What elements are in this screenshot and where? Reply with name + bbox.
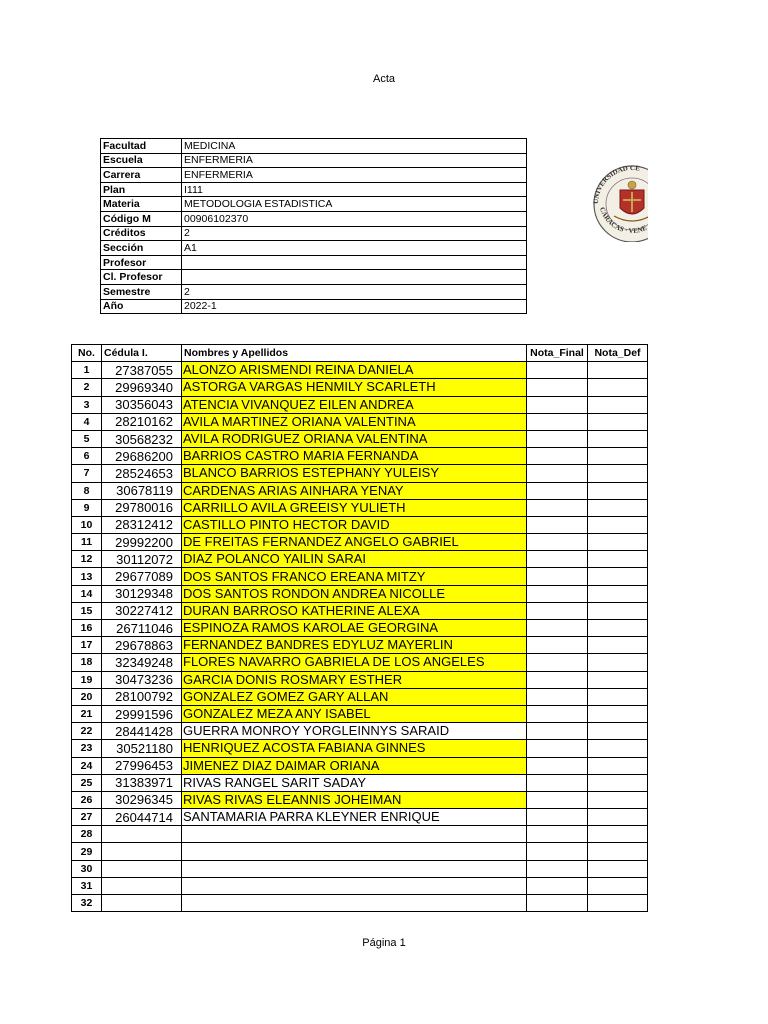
student-name-cell: [182, 877, 527, 894]
row-number: 4: [72, 413, 102, 430]
seal-icon: [588, 162, 648, 242]
info-value: ENFERMERIA: [182, 153, 527, 168]
row-number: 15: [72, 602, 102, 619]
table-row: [72, 637, 648, 654]
student-name-cell: CARRILLO AVILA GREEISY YULIETH: [182, 499, 527, 516]
cedula-cell: [102, 895, 182, 912]
row-number: 27: [72, 809, 102, 826]
row-number: 7: [72, 465, 102, 482]
column-header-nota-def: Nota_Def: [588, 345, 648, 362]
row-number: 1: [72, 362, 102, 379]
row-number: 10: [72, 516, 102, 533]
cedula-cell: 29780016: [102, 499, 182, 516]
nota-def-cell: [588, 482, 648, 499]
nota-final-cell: [527, 499, 588, 516]
table-row: [72, 654, 648, 671]
row-number: 28: [72, 826, 102, 843]
info-label: Materia: [101, 197, 182, 212]
nota-final-cell: [527, 362, 588, 379]
table-row: [72, 895, 648, 912]
course-info-table: [100, 138, 527, 314]
cedula-cell: 29969340: [102, 379, 182, 396]
cedula-cell: 30678119: [102, 482, 182, 499]
table-row: [72, 671, 648, 688]
cedula-cell: 30356043: [102, 396, 182, 413]
column-header-no: No.: [72, 345, 102, 362]
row-number: 25: [72, 774, 102, 791]
nota-def-cell: [588, 516, 648, 533]
nota-final-cell: [527, 688, 588, 705]
cedula-cell: [102, 843, 182, 860]
student-name-cell: ASTORGA VARGAS HENMILY SCARLETH: [182, 379, 527, 396]
student-name-cell: [182, 860, 527, 877]
cedula-cell: 32349248: [102, 654, 182, 671]
student-name-cell: ESPINOZA RAMOS KAROLAE GEORGINA: [182, 620, 527, 637]
info-label: Facultad: [101, 139, 182, 154]
student-name-cell: RIVAS RIVAS ELEANNIS JOHEIMAN: [182, 791, 527, 808]
info-value: 2: [182, 226, 527, 241]
cedula-cell: 28524653: [102, 465, 182, 482]
row-number: 26: [72, 791, 102, 808]
row-number: 6: [72, 448, 102, 465]
student-name-cell: DIAZ POLANCO YAILIN SARAI: [182, 551, 527, 568]
nota-final-cell: [527, 877, 588, 894]
info-row: [101, 168, 527, 183]
nota-def-cell: [588, 413, 648, 430]
table-row: [72, 757, 648, 774]
nota-def-cell: [588, 534, 648, 551]
table-row: [72, 791, 648, 808]
row-number: 5: [72, 430, 102, 447]
column-header-nota-final: Nota_Final: [527, 345, 588, 362]
row-number: 23: [72, 740, 102, 757]
student-name-cell: JIMENEZ DIAZ DAIMAR ORIANA: [182, 757, 527, 774]
nota-def-cell: [588, 637, 648, 654]
nota-final-cell: [527, 757, 588, 774]
nota-final-cell: [527, 551, 588, 568]
row-number: 18: [72, 654, 102, 671]
nota-def-cell: [588, 860, 648, 877]
info-label: Semestre: [101, 284, 182, 299]
cedula-cell: 28210162: [102, 413, 182, 430]
nota-final-cell: [527, 809, 588, 826]
nota-def-cell: [588, 568, 648, 585]
student-name-cell: GONZALEZ GOMEZ GARY ALLAN: [182, 688, 527, 705]
info-label: Créditos: [101, 226, 182, 241]
nota-def-cell: [588, 843, 648, 860]
nota-def-cell: [588, 791, 648, 808]
nota-final-cell: [527, 602, 588, 619]
cedula-cell: 27996453: [102, 757, 182, 774]
nota-final-cell: [527, 723, 588, 740]
info-label: Cl. Profesor: [101, 270, 182, 285]
nota-def-cell: [588, 671, 648, 688]
row-number: 12: [72, 551, 102, 568]
info-label: Carrera: [101, 168, 182, 183]
student-name-cell: ATENCIA VIVANQUEZ EILEN ANDREA: [182, 396, 527, 413]
cedula-cell: [102, 860, 182, 877]
column-header-name: Nombres y Apellidos: [182, 345, 527, 362]
table-row: [72, 740, 648, 757]
info-value: 2: [182, 284, 527, 299]
university-seal: [588, 162, 648, 242]
nota-final-cell: [527, 568, 588, 585]
info-row: [101, 211, 527, 226]
table-row: [72, 448, 648, 465]
cedula-cell: 26711046: [102, 620, 182, 637]
table-row: [72, 568, 648, 585]
info-value: 2022-1: [182, 299, 527, 314]
info-value: METODOLOGIA ESTADISTICA: [182, 197, 527, 212]
row-number: 24: [72, 757, 102, 774]
table-row: [72, 860, 648, 877]
student-name-cell: [182, 826, 527, 843]
table-row: [72, 585, 648, 602]
table-row: [72, 826, 648, 843]
info-label: Sección: [101, 241, 182, 256]
cedula-cell: 28441428: [102, 723, 182, 740]
nota-final-cell: [527, 413, 588, 430]
page-title: Acta: [372, 73, 395, 85]
nota-def-cell: [588, 774, 648, 791]
row-number: 20: [72, 688, 102, 705]
table-row: [72, 877, 648, 894]
nota-def-cell: [588, 499, 648, 516]
nota-final-cell: [527, 620, 588, 637]
student-name-cell: HENRIQUEZ ACOSTA FABIANA GINNES: [182, 740, 527, 757]
row-number: 19: [72, 671, 102, 688]
table-row: [72, 602, 648, 619]
nota-def-cell: [588, 602, 648, 619]
row-number: 30: [72, 860, 102, 877]
cedula-cell: 31383971: [102, 774, 182, 791]
student-name-cell: AVILA RODRIGUEZ ORIANA VALENTINA: [182, 430, 527, 447]
student-name-cell: BARRIOS CASTRO MARIA FERNANDA: [182, 448, 527, 465]
nota-def-cell: [588, 620, 648, 637]
row-number: 3: [72, 396, 102, 413]
info-row: [101, 299, 527, 314]
student-name-cell: FERNANDEZ BANDRES EDYLUZ MAYERLIN: [182, 637, 527, 654]
cedula-cell: 27387055: [102, 362, 182, 379]
student-name-cell: [182, 843, 527, 860]
nota-def-cell: [588, 448, 648, 465]
info-row: [101, 139, 527, 154]
table-row: [72, 396, 648, 413]
nota-def-cell: [588, 396, 648, 413]
table-row: [72, 534, 648, 551]
nota-def-cell: [588, 809, 648, 826]
nota-final-cell: [527, 671, 588, 688]
cedula-cell: 30473236: [102, 671, 182, 688]
info-label: Código M: [101, 211, 182, 226]
nota-def-cell: [588, 723, 648, 740]
nota-def-cell: [588, 826, 648, 843]
table-row: [72, 413, 648, 430]
table-row: [72, 379, 648, 396]
row-number: 29: [72, 843, 102, 860]
info-row: [101, 241, 527, 256]
info-value: 00906102370: [182, 211, 527, 226]
row-number: 9: [72, 499, 102, 516]
nota-final-cell: [527, 465, 588, 482]
row-number: 16: [72, 620, 102, 637]
cedula-cell: 28100792: [102, 688, 182, 705]
cedula-cell: 29677089: [102, 568, 182, 585]
nota-def-cell: [588, 688, 648, 705]
table-row: [72, 516, 648, 533]
row-number: 32: [72, 895, 102, 912]
nota-def-cell: [588, 430, 648, 447]
info-label: Profesor: [101, 255, 182, 270]
nota-def-cell: [588, 465, 648, 482]
table-row: [72, 774, 648, 791]
info-label: Escuela: [101, 153, 182, 168]
nota-final-cell: [527, 396, 588, 413]
nota-final-cell: [527, 843, 588, 860]
info-row: [101, 255, 527, 270]
seal-text-bottom: CARACAS · VENE: [597, 206, 648, 235]
nota-def-cell: [588, 551, 648, 568]
student-name-cell: AVILA MARTINEZ ORIANA VALENTINA: [182, 413, 527, 430]
student-name-cell: BLANCO BARRIOS ESTEPHANY YULEISY: [182, 465, 527, 482]
student-name-cell: DOS SANTOS FRANCO EREANA MITZY: [182, 568, 527, 585]
row-number: 22: [72, 723, 102, 740]
student-name-cell: CASTILLO PINTO HECTOR DAVID: [182, 516, 527, 533]
roster-header-row: [72, 345, 648, 362]
info-value: [182, 255, 527, 270]
row-number: 2: [72, 379, 102, 396]
page-number: Página 1: [362, 937, 406, 949]
table-row: [72, 362, 648, 379]
nota-final-cell: [527, 705, 588, 722]
student-name-cell: ALONZO ARISMENDI REINA DANIELA: [182, 362, 527, 379]
info-row: [101, 153, 527, 168]
cedula-cell: 26044714: [102, 809, 182, 826]
student-name-cell: GUERRA MONROY YORGLEINNYS SARAID: [182, 723, 527, 740]
info-row: [101, 270, 527, 285]
cedula-cell: [102, 877, 182, 894]
cedula-cell: 29992200: [102, 534, 182, 551]
row-number: 13: [72, 568, 102, 585]
row-number: 31: [72, 877, 102, 894]
row-number: 8: [72, 482, 102, 499]
seal-text-top: UNIVERSIDAD CE: [591, 163, 641, 205]
column-header-cedula: Cédula I.: [102, 345, 182, 362]
row-number: 17: [72, 637, 102, 654]
nota-final-cell: [527, 585, 588, 602]
info-label: Plan: [101, 182, 182, 197]
cedula-cell: 28312412: [102, 516, 182, 533]
table-row: [72, 551, 648, 568]
student-name-cell: RIVAS RANGEL SARIT SADAY: [182, 774, 527, 791]
student-name-cell: DOS SANTOS RONDON ANDREA NICOLLE: [182, 585, 527, 602]
cedula-cell: 30129348: [102, 585, 182, 602]
table-row: [72, 620, 648, 637]
nota-final-cell: [527, 791, 588, 808]
cedula-cell: 30521180: [102, 740, 182, 757]
nota-def-cell: [588, 654, 648, 671]
nota-def-cell: [588, 379, 648, 396]
nota-final-cell: [527, 895, 588, 912]
nota-final-cell: [527, 379, 588, 396]
cedula-cell: 29991596: [102, 705, 182, 722]
nota-def-cell: [588, 740, 648, 757]
info-label: Año: [101, 299, 182, 314]
info-value: [182, 270, 527, 285]
nota-final-cell: [527, 826, 588, 843]
nota-def-cell: [588, 757, 648, 774]
nota-final-cell: [527, 482, 588, 499]
nota-final-cell: [527, 860, 588, 877]
table-row: [72, 465, 648, 482]
table-row: [72, 723, 648, 740]
nota-final-cell: [527, 534, 588, 551]
table-row: [72, 430, 648, 447]
cedula-cell: 29678863: [102, 637, 182, 654]
nota-final-cell: [527, 516, 588, 533]
student-name-cell: [182, 895, 527, 912]
info-value: I111: [182, 182, 527, 197]
info-value: A1: [182, 241, 527, 256]
table-row: [72, 499, 648, 516]
nota-final-cell: [527, 740, 588, 757]
table-row: [72, 809, 648, 826]
cedula-cell: 30568232: [102, 430, 182, 447]
student-name-cell: DE FREITAS FERNANDEZ ANGELO GABRIEL: [182, 534, 527, 551]
student-name-cell: GONZALEZ MEZA ANY ISABEL: [182, 705, 527, 722]
cedula-cell: 29686200: [102, 448, 182, 465]
cedula-cell: 30112072: [102, 551, 182, 568]
table-row: [72, 482, 648, 499]
info-value: ENFERMERIA: [182, 168, 527, 183]
cedula-cell: 30227412: [102, 602, 182, 619]
info-row: [101, 226, 527, 241]
nota-final-cell: [527, 774, 588, 791]
student-name-cell: FLORES NAVARRO GABRIELA DE LOS ANGELES: [182, 654, 527, 671]
info-row: [101, 284, 527, 299]
nota-final-cell: [527, 637, 588, 654]
nota-def-cell: [588, 705, 648, 722]
table-row: [72, 705, 648, 722]
row-number: 14: [72, 585, 102, 602]
student-name-cell: GARCIA DONIS ROSMARY ESTHER: [182, 671, 527, 688]
nota-final-cell: [527, 654, 588, 671]
nota-def-cell: [588, 895, 648, 912]
nota-def-cell: [588, 585, 648, 602]
student-roster-table: [71, 344, 648, 912]
table-row: [72, 688, 648, 705]
table-row: [72, 843, 648, 860]
cedula-cell: [102, 826, 182, 843]
row-number: 11: [72, 534, 102, 551]
student-name-cell: DURAN BARROSO KATHERINE ALEXA: [182, 602, 527, 619]
nota-def-cell: [588, 877, 648, 894]
nota-final-cell: [527, 430, 588, 447]
info-row: [101, 197, 527, 212]
nota-def-cell: [588, 362, 648, 379]
student-name-cell: SANTAMARIA PARRA KLEYNER ENRIQUE: [182, 809, 527, 826]
row-number: 21: [72, 705, 102, 722]
nota-final-cell: [527, 448, 588, 465]
info-row: [101, 182, 527, 197]
cedula-cell: 30296345: [102, 791, 182, 808]
info-value: MEDICINA: [182, 139, 527, 154]
student-name-cell: CARDENAS ARIAS AINHARA YENAY: [182, 482, 527, 499]
